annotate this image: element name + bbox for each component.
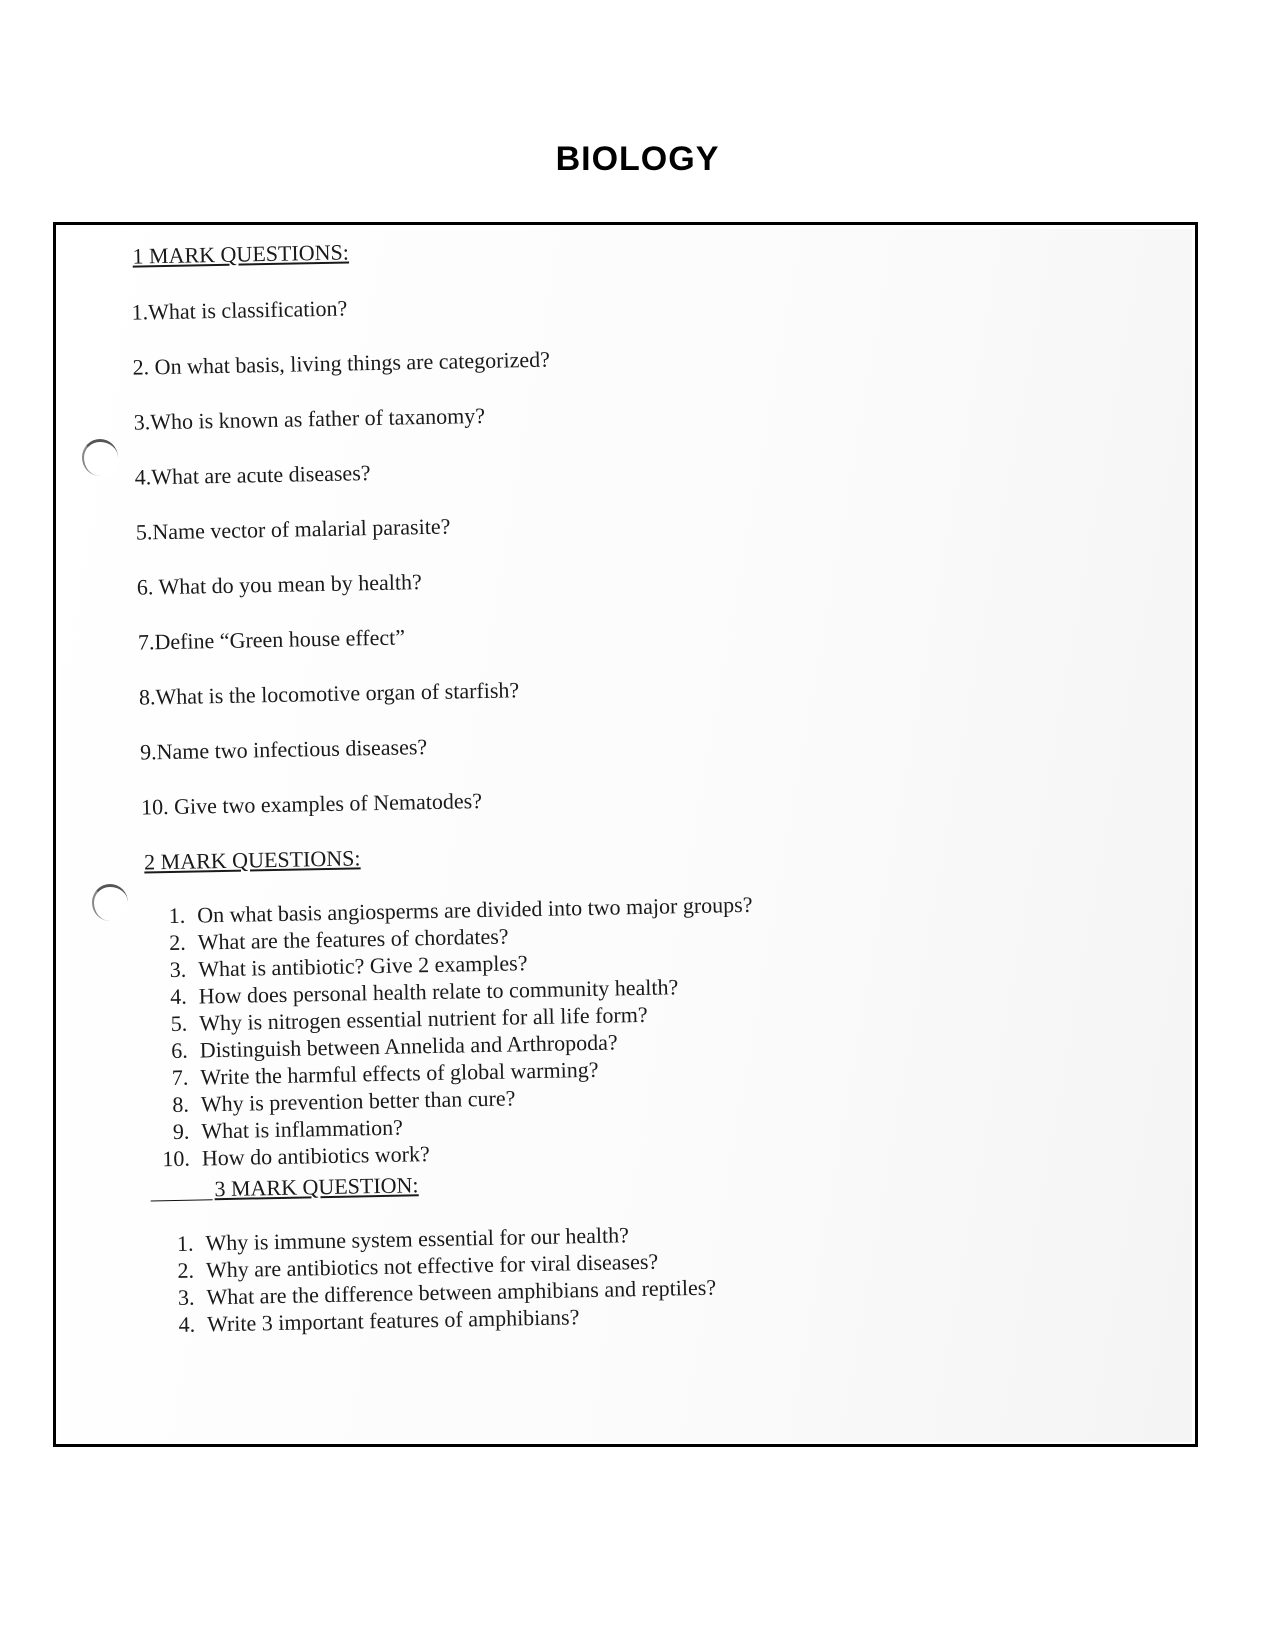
heading-rule: [151, 1199, 213, 1201]
one-mark-question: 2. On what basis, living things are categorized?: [132, 346, 551, 380]
scanned-sheet: [60, 229, 1192, 1442]
three-mark-list: [151, 1220, 717, 1339]
question-sheet-frame: [53, 222, 1198, 1447]
question-text: What are the features of chordates?: [197, 923, 509, 955]
one-mark-question: 3.Who is known as father of taxanomy?: [133, 402, 486, 435]
question-text: Why is prevention better than cure?: [200, 1085, 516, 1117]
item-number: 10.: [162, 1145, 191, 1172]
item-number: 2.: [168, 929, 186, 956]
item-number: 3.: [177, 1284, 195, 1310]
one-mark-question: 9.Name two infectious diseases?: [139, 734, 428, 765]
question-text: Why is nitrogen essential nutrient for all life form?: [199, 1001, 648, 1036]
question-text: How does personal health relate to community health?: [198, 974, 679, 1009]
question-text: Write the harmful effects of global warming?: [200, 1056, 599, 1090]
question-text: What is inflammation?: [201, 1114, 404, 1144]
question-text: What is antibiotic? Give 2 examples?: [197, 950, 528, 982]
item-number: 1.: [176, 1230, 194, 1256]
two-mark-list: [143, 891, 757, 1173]
one-mark-question: 8.What is the locomotive organ of starfish?: [138, 677, 520, 710]
item-number: 9.: [172, 1118, 190, 1144]
item-number: 1.: [168, 902, 186, 929]
question-text: Write 3 important features of amphibians?: [206, 1304, 580, 1337]
one-mark-question: 4.What are acute diseases?: [134, 460, 371, 490]
item-number: 4.: [178, 1311, 196, 1337]
item-number: 5.: [170, 1010, 188, 1037]
question-text: What are the difference between amphibians and reptiles?: [206, 1274, 717, 1310]
question-text: Why are antibiotics not effective for viral diseases?: [205, 1248, 659, 1283]
one-mark-question: 5.Name vector of malarial parasite?: [135, 513, 451, 545]
item-number: 3.: [169, 956, 187, 983]
question-text: On what basis angiosperms are divided into two major groups?: [196, 891, 753, 928]
two-mark-heading: 2 MARK QUESTIONS:: [143, 845, 361, 875]
one-mark-question: 1.What is classification?: [131, 295, 348, 325]
item-number: 7.: [171, 1064, 189, 1091]
item-number: 4.: [170, 983, 187, 1010]
one-mark-question: 6. What do you mean by health?: [136, 569, 422, 600]
one-mark-heading: 1 MARK QUESTIONS:: [132, 239, 350, 269]
page-title: BIOLOGY: [555, 140, 720, 178]
item-number: 8.: [172, 1091, 190, 1118]
sheet-content: [60, 222, 1198, 1442]
three-mark-heading: 3 MARK QUESTION:: [214, 1172, 419, 1202]
item-number: 6.: [171, 1037, 189, 1064]
question-text: How do antibiotics work?: [201, 1141, 430, 1171]
question-text: Distinguish between Annelida and Arthropoda?: [199, 1029, 618, 1063]
item-number: 2.: [177, 1257, 195, 1283]
question-text: Why is immune system essential for our health?: [205, 1222, 630, 1256]
one-mark-question: 10. Give two examples of Nematodes?: [140, 788, 483, 820]
one-mark-question: 7.Define “Green house effect”: [137, 624, 406, 655]
